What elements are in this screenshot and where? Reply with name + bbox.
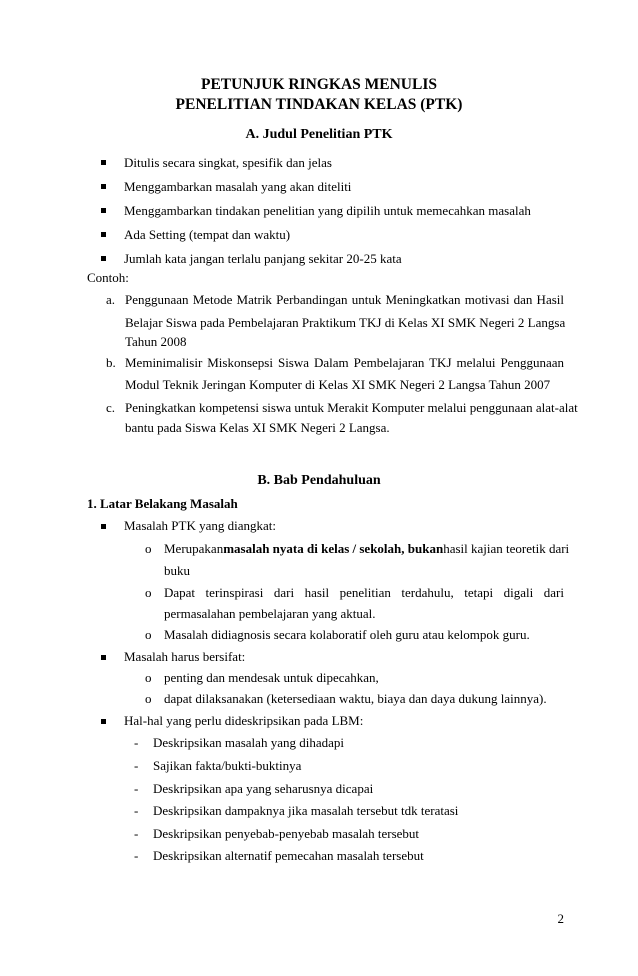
- bullet-square-icon: [101, 719, 106, 724]
- example-a-line: Penggunaan Metode Matrik Perbandingan untuk Meningkatkan motivasi dan Hasil: [125, 292, 564, 307]
- section-a-bullet: Menggambarkan tindakan penelitian yang dipilih untuk memecahkan masalah: [124, 203, 531, 218]
- bullet2-item: dapat dilaksanakan (ketersediaan waktu, biaya dan daya dukung lainnya).: [164, 691, 547, 706]
- item-text-bold: masalah nyata di kelas / sekolah, bukan: [223, 541, 444, 556]
- dash-bullet-icon: -: [134, 803, 139, 818]
- bullet1-item-1-line: [164, 541, 570, 557]
- section-b-bullet: Masalah PTK yang diangkat:: [124, 518, 276, 533]
- circle-bullet-icon: o: [145, 691, 152, 706]
- section-b-bullet: Hal-hal yang perlu dideskripsikan pada LBM:: [124, 713, 364, 728]
- dash-bullet-icon: -: [134, 848, 139, 863]
- bullet3-item: Sajikan fakta/bukti-buktinya: [153, 758, 302, 773]
- section-a-bullet: Ditulis secara singkat, spesifik dan jelas: [124, 155, 332, 170]
- section-b-heading: B. Bab Pendahuluan: [257, 473, 381, 488]
- dash-bullet-icon: -: [134, 758, 139, 773]
- circle-bullet-icon: o: [145, 670, 152, 685]
- section-b-bullet: Masalah harus bersifat:: [124, 649, 246, 664]
- bullet1-item-2-line: Dapat terinspirasi dari hasil penelitian terdahulu, tetapi digali dari: [164, 585, 564, 600]
- bullet-square-icon: [101, 524, 106, 529]
- bullet3-item: Deskripsikan masalah yang dihadapi: [153, 735, 344, 750]
- document-title-line-2: PENELITIAN TINDAKAN KELAS (PTK): [175, 96, 463, 113]
- example-b-line: Meminimalisir Miskonsepsi Siswa Dalam Pembelajaran TKJ melalui Penggunaan: [125, 355, 564, 370]
- section-a-bullet: Ada Setting (tempat dan waktu): [124, 227, 291, 242]
- example-marker: c.: [106, 400, 116, 415]
- bullet1-item-1-cont: buku: [164, 563, 190, 578]
- bullet-square-icon: [101, 232, 106, 237]
- example-c-line: Peningkatkan kompetensi siswa untuk Merakit Komputer melalui penggunaan alat-alat: [125, 400, 578, 415]
- example-c-line: bantu pada Siswa Kelas XI SMK Negeri 2 Langsa.: [125, 420, 390, 435]
- bullet-square-icon: [101, 160, 106, 165]
- example-a-line: Belajar Siswa pada Pembelajaran Praktikum TKJ di Kelas XI SMK Negeri 2 Langsa: [125, 315, 566, 330]
- dash-bullet-icon: -: [134, 781, 139, 796]
- contoh-label: Contoh:: [87, 270, 129, 285]
- section-b-subheading: 1. Latar Belakang Masalah: [87, 496, 238, 511]
- item-text-post: hasil kajian teoretik dari: [443, 541, 570, 556]
- example-a-line: Tahun 2008: [125, 334, 187, 349]
- document-title-line-1: PETUNJUK RINGKAS MENULIS: [201, 76, 437, 93]
- bullet-square-icon: [101, 184, 106, 189]
- section-a-bullet: Menggambarkan masalah yang akan diteliti: [124, 179, 352, 194]
- example-marker: b.: [106, 355, 116, 370]
- circle-bullet-icon: o: [145, 585, 152, 600]
- dash-bullet-icon: -: [134, 735, 139, 750]
- bullet-square-icon: [101, 208, 106, 213]
- bullet3-item: Deskripsikan penyebab-penyebab masalah tersebut: [153, 826, 420, 841]
- dash-bullet-icon: -: [134, 826, 139, 841]
- example-marker: a.: [106, 292, 116, 307]
- bullet3-item: Deskripsikan dampaknya jika masalah tersebut tdk teratasi: [153, 803, 459, 818]
- bullet3-item: Deskripsikan apa yang seharusnya dicapai: [153, 781, 374, 796]
- bullet3-item: Deskripsikan alternatif pemecahan masalah tersebut: [153, 848, 424, 863]
- page-number: 2: [557, 911, 564, 926]
- bullet-square-icon: [101, 256, 106, 261]
- circle-bullet-icon: o: [145, 627, 152, 642]
- section-a-heading: A. Judul Penelitian PTK: [245, 127, 393, 142]
- bullet1-item-3-line: Masalah didiagnosis secara kolaboratif oleh guru atau kelompok guru.: [164, 627, 530, 642]
- item-text-pre: Merupakan: [164, 541, 224, 556]
- section-a-bullet: Jumlah kata jangan terlalu panjang sekitar 20-25 kata: [124, 251, 402, 266]
- circle-bullet-icon: o: [145, 541, 152, 556]
- bullet2-item: penting dan mendesak untuk dipecahkan,: [164, 670, 379, 685]
- example-b-line: Modul Teknik Jeringan Komputer di Kelas XI SMK Negeri 2 Langsa Tahun 2007: [125, 377, 551, 392]
- bullet1-item-2-cont: permasalahan pembelajaran yang aktual.: [164, 606, 376, 621]
- bullet-square-icon: [101, 655, 106, 660]
